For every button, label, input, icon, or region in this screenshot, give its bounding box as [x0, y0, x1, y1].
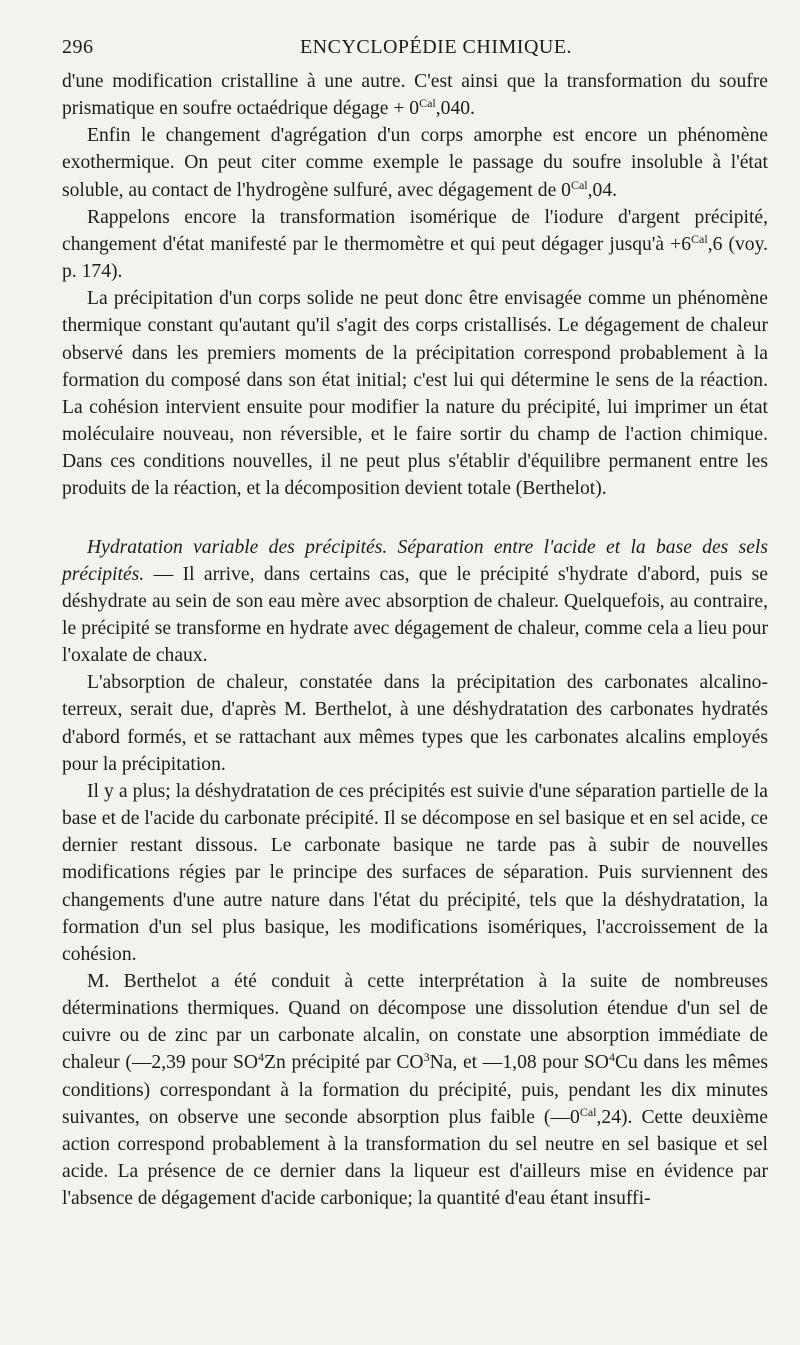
page-number: 296 — [62, 36, 94, 58]
section-heading: Hydratation variable des précipités. Séparation entre l'acide et la base des sels précipités. — [62, 536, 768, 585]
paragraph: La précipitation d'un corps solide ne peut donc être envisagée comme un phénomène thermique constant qu'autant qu'il s'agit des corps cristallisés. Le dégagement de chaleur observé dans les premiers moments de la précipitation correspond probablement à la formation du composé dans son état initial; c'est lui qui détermine le sens de la réaction. La cohésion intervient ensuite pour modifier la nature du précipité, lui imprimer un état moléculaire nouveau, non réversible, et le faire sortir du champ de l'action chimique. Dans ces conditions nouvelles, il ne peut plus s'établir d'équilibre permanent entre les produits de la réaction, et la décomposition devient totale (Berthelot). — [62, 288, 768, 500]
page-header — [62, 36, 770, 66]
paragraph: Enfin le changement d'agrégation d'un corps amorphe est encore un phénomène exothermique. On peut citer comme exemple le passage du soufre insoluble à l'état soluble, au contact de l'hydrogène sulfuré, avec dégagement de $0^{Cal},04$. — [62, 125, 768, 201]
paragraph: d'une modification cristalline à une autre. C'est ainsi que la transformation du soufre prismatique en soufre octaédrique dégage + $0^{Cal},040$. — [62, 71, 768, 120]
running-title: ENCYCLOPÉDIE CHIMIQUE. — [299, 36, 573, 58]
paragraph: M. Berthelot a été conduit à cette interprétation à la suite de nombreuses déterminations thermiques. Quand on décompose une dissolution étendue d'un sel de cuivre ou de zinc par un carbonate alcalin, on constate une absorption immédiate de chaleur (—2,39 pour $SO^4Zn$ précipité par $CO^3Na$, et —1,08 pour $SO^4Cu$ dans les mêmes conditions) correspondant à la formation du précipité, puis, pendant les dix minutes suivantes, on observe une seconde absorption plus faible $(—0^{Cal},24)$. Cette deuxième action correspond probablement à la transformation du sel neutre en sel basique et sel acide. La présence de ce dernier dans la liqueur est d'ailleurs mise en évidence par l'absence de dégagement d'acide carbonique; la quantité d'eau étant insuffi- — [62, 971, 768, 1210]
section-paragraph: Hydratation variable des précipités. Séparation entre l'acide et la base des sels précipités. — Il arrive, dans certains cas, que le précipité s'hydrate d'abord, puis se déshydrate au sein de son eau mère avec absorption de chaleur. Quelquefois, au contraire, le précipité se transforme en hydrate avec dégagement de chaleur, comme cela a lieu pour l'oxalate de chaux. — [62, 536, 768, 667]
paragraph: L'absorption de chaleur, constatée dans la précipitation des carbonates alcalino-terreux, serait due, d'après M. Berthelot, à une déshydratation des carbonates hydratés d'abord formés, et se rattachant aux mêmes types que les carbonates alcalins employés pour la précipitation. — [62, 672, 768, 775]
paragraph: Il y a plus; la déshydratation de ces précipités est suivie d'une séparation partielle de la base et de l'acide du carbonate précipité. Il se décompose en sel basique et en sel acide, ce dernier restant dissous. Le carbonate basique ne tarde pas à subir de nouvelles modifications régies par le principe des surfaces de séparation. Puis surviennent des changements d'une autre nature dans l'état du précipité, tels que la déshydratation, la formation d'un sel plus basique, les modifications isomériques, l'accroissement de la cohésion. — [62, 780, 768, 965]
body-text — [62, 68, 768, 1212]
paragraph: Rappelons encore la transformation isomérique de l'iodure d'argent précipité, changement d'état manifesté par le thermomètre et qui peut dégager jusqu'à $+6^{Cal},6$ (voy. p. 174). — [62, 206, 769, 283]
